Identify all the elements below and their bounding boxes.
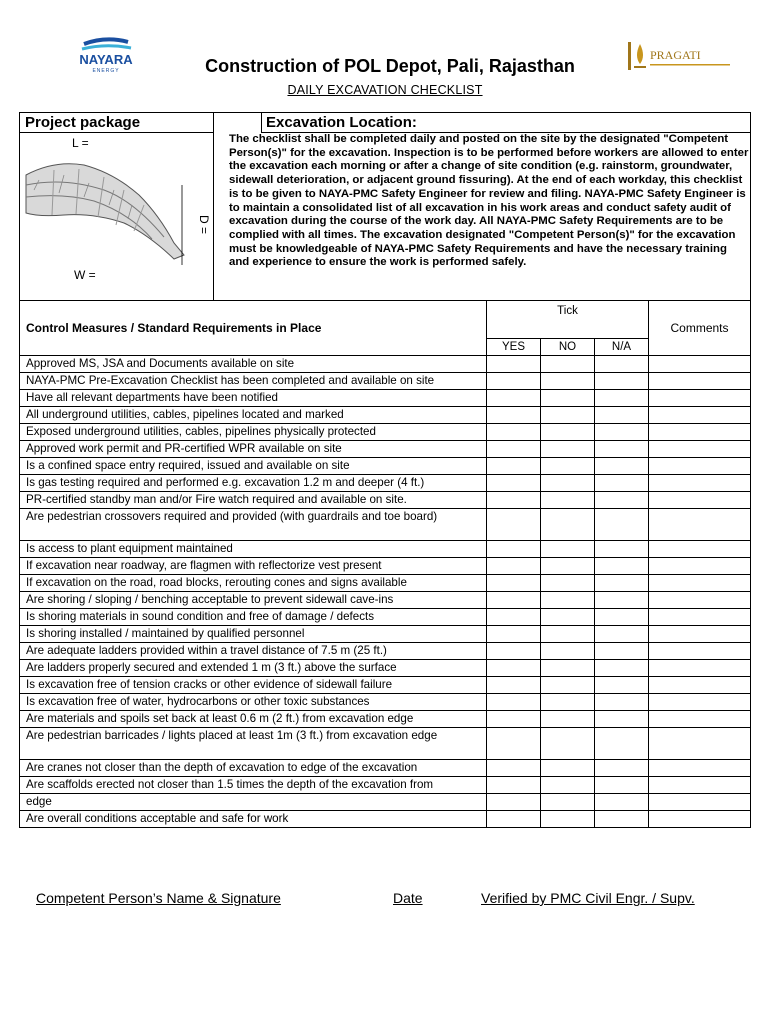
tick-na-cell[interactable]: [595, 356, 649, 373]
table-row: [20, 777, 751, 794]
table-row: [20, 575, 751, 592]
tick-no-cell[interactable]: [541, 492, 595, 509]
comments-cell[interactable]: [649, 373, 751, 390]
tick-yes-cell[interactable]: [487, 475, 541, 492]
table-row: [20, 626, 751, 643]
comments-cell[interactable]: [649, 356, 751, 373]
comments-cell[interactable]: [649, 407, 751, 424]
tick-na-cell[interactable]: [595, 677, 649, 694]
tick-na-cell[interactable]: [595, 509, 649, 541]
checklist-item: PR-certified standby man and/or Fire watch required and available on site.: [20, 492, 487, 509]
tick-yes-cell[interactable]: [487, 424, 541, 441]
checklist-item: Are ladders properly secured and extended 1 m (3 ft.) above the surface: [20, 660, 487, 677]
tick-na-cell[interactable]: [595, 424, 649, 441]
tick-yes-cell[interactable]: [487, 728, 541, 760]
project-package-label: Project package: [25, 114, 141, 131]
tick-na-cell[interactable]: [595, 592, 649, 609]
tick-yes-cell[interactable]: [487, 441, 541, 458]
checklist-body: [20, 356, 751, 828]
tick-no-cell[interactable]: [541, 643, 595, 660]
tick-no-cell[interactable]: [541, 441, 595, 458]
comments-cell[interactable]: [649, 626, 751, 643]
checklist-item: Is shoring materials in sound condition and free of damage / defects: [20, 609, 487, 626]
checklist-item: Are cranes not closer than the depth of excavation to edge of the excavation: [20, 760, 487, 777]
tick-na-cell[interactable]: [595, 558, 649, 575]
comments-cell[interactable]: [649, 541, 751, 558]
tick-yes-cell[interactable]: [487, 373, 541, 390]
comments-cell[interactable]: [649, 643, 751, 660]
no-header: NO: [541, 339, 595, 356]
table-row: [20, 356, 751, 373]
checklist-item: If excavation near roadway, are flagmen with reflectorize vest present: [20, 558, 487, 575]
tick-na-cell[interactable]: [595, 390, 649, 407]
table-row: [20, 728, 751, 760]
table-row: [20, 677, 751, 694]
tick-yes-cell[interactable]: [487, 609, 541, 626]
checklist-item: Have all relevant departments have been notified: [20, 390, 487, 407]
tick-no-cell[interactable]: [541, 390, 595, 407]
table-row: [20, 794, 751, 811]
table-row: [20, 424, 751, 441]
instructions-text: The checklist shall be completed daily and posted on the site by the designated "Competent Person(s)" for the excavation. Inspection is to be performed before workers are allowed to enter the excavation each morning or after a change of site condition (e.g. rainstorm, groundwater, sidewall deterioration, or adjacent ground fissuring). At the end of each workday, this checklist is to be given to NAYA-PMC Safety Engineer for review and filing. NAYA-PMC Safety Engineer is to maintain a consolidated list of all excavation in his work areas and conduct safety audit of excavation during the course of the work day. All NAYA-PMC Safety Requirements are to be complied with all times. The excavation designated "Competent Person(s)" for the excavation must be knowledgeable of NAYA-PMC Safety Requirements and have the necessary training and experience to ensure the work is performed safely.: [229, 133, 749, 269]
tick-na-cell[interactable]: [595, 575, 649, 592]
tick-na-cell[interactable]: [595, 373, 649, 390]
tick-yes-cell[interactable]: [487, 492, 541, 509]
checklist-item: Are materials and spoils set back at least 0.6 m (2 ft.) from excavation edge: [20, 711, 487, 728]
sketch-width-label: W =: [74, 268, 96, 282]
tick-na-cell[interactable]: [595, 609, 649, 626]
comments-cell[interactable]: [649, 492, 751, 509]
table-row: [20, 760, 751, 777]
table-row: [20, 492, 751, 509]
tick-yes-cell[interactable]: [487, 677, 541, 694]
tick-no-cell[interactable]: [541, 677, 595, 694]
comments-cell[interactable]: [649, 794, 751, 811]
competent-person-signature: Competent Person’s Name & Signature: [36, 890, 281, 906]
table-row: [20, 373, 751, 390]
checklist-item: Is access to plant equipment maintained: [20, 541, 487, 558]
tick-na-cell[interactable]: [595, 711, 649, 728]
excavation-location-label: Excavation Location:: [266, 114, 417, 131]
tick-yes-cell[interactable]: [487, 811, 541, 828]
tick-no-cell[interactable]: [541, 356, 595, 373]
table-row: [20, 592, 751, 609]
project-info-box: [19, 112, 751, 301]
checklist-item: Are shoring / sloping / benching acceptable to prevent sidewall cave-ins: [20, 592, 487, 609]
table-header-row: [20, 301, 751, 339]
checklist-item: All underground utilities, cables, pipelines located and marked: [20, 407, 487, 424]
tick-no-cell[interactable]: [541, 541, 595, 558]
tick-no-cell[interactable]: [541, 728, 595, 760]
tick-yes-cell[interactable]: [487, 407, 541, 424]
tick-yes-cell[interactable]: [487, 626, 541, 643]
tick-yes-cell[interactable]: [487, 794, 541, 811]
tick-na-cell[interactable]: [595, 441, 649, 458]
date-field: Date: [393, 890, 423, 906]
tick-no-cell[interactable]: [541, 575, 595, 592]
sketch-length-label: L =: [72, 136, 89, 150]
table-row: [20, 458, 751, 475]
table-row: [20, 475, 751, 492]
na-header: N/A: [595, 339, 649, 356]
tick-na-cell[interactable]: [595, 794, 649, 811]
tick-yes-cell[interactable]: [487, 356, 541, 373]
excavation-sketch: [24, 135, 210, 295]
tick-yes-cell[interactable]: [487, 711, 541, 728]
table-row: [20, 811, 751, 828]
table-row: [20, 694, 751, 711]
comments-cell[interactable]: [649, 660, 751, 677]
tick-yes-cell[interactable]: [487, 558, 541, 575]
tick-na-cell[interactable]: [595, 492, 649, 509]
tick-yes-cell[interactable]: [487, 390, 541, 407]
tick-no-cell[interactable]: [541, 660, 595, 677]
checklist-item: Approved MS, JSA and Documents available on site: [20, 356, 487, 373]
checklist-item: Are adequate ladders provided within a travel distance of 7.5 m (25 ft.): [20, 643, 487, 660]
tick-na-cell[interactable]: [595, 811, 649, 828]
table-row: [20, 509, 751, 541]
table-row: [20, 660, 751, 677]
checklist-item: Is gas testing required and performed e.g. excavation 1.2 m and deeper (4 ft.): [20, 475, 487, 492]
table-row: [20, 643, 751, 660]
divider: [261, 113, 262, 133]
comments-cell[interactable]: [649, 509, 751, 541]
tick-yes-cell[interactable]: [487, 592, 541, 609]
tick-yes-cell[interactable]: [487, 541, 541, 558]
tick-na-cell[interactable]: [595, 458, 649, 475]
comments-cell[interactable]: [649, 592, 751, 609]
comments-cell[interactable]: [649, 760, 751, 777]
checklist-item: Is a confined space entry required, issued and available on site: [20, 458, 487, 475]
tick-no-cell[interactable]: [541, 609, 595, 626]
comments-cell[interactable]: [649, 677, 751, 694]
tick-no-cell[interactable]: [541, 407, 595, 424]
yes-header: YES: [487, 339, 541, 356]
tick-na-cell[interactable]: [595, 643, 649, 660]
table-row: [20, 558, 751, 575]
tick-no-cell[interactable]: [541, 694, 595, 711]
checklist-item: Exposed underground utilities, cables, pipelines physically protected: [20, 424, 487, 441]
comments-cell[interactable]: [649, 728, 751, 760]
tick-na-cell[interactable]: [595, 777, 649, 794]
divider: [20, 132, 213, 133]
tick-na-cell[interactable]: [595, 694, 649, 711]
tick-no-cell[interactable]: [541, 760, 595, 777]
nayara-logo-text: NAYARA: [79, 52, 133, 67]
tick-yes-cell[interactable]: [487, 694, 541, 711]
verified-by-signature: Verified by PMC Civil Engr. / Supv.: [481, 890, 695, 906]
tick-yes-cell[interactable]: [487, 509, 541, 541]
checklist-item: Are scaffolds erected not closer than 1.5 times the depth of the excavation from: [20, 777, 487, 794]
tick-no-cell[interactable]: [541, 794, 595, 811]
comments-cell[interactable]: [649, 558, 751, 575]
tick-no-cell[interactable]: [541, 558, 595, 575]
comments-cell[interactable]: [649, 441, 751, 458]
table-row: [20, 609, 751, 626]
tick-no-cell[interactable]: [541, 475, 595, 492]
checklist-item: NAYA-PMC Pre-Excavation Checklist has been completed and available on site: [20, 373, 487, 390]
table-row: [20, 711, 751, 728]
checklist-item: Are overall conditions acceptable and safe for work: [20, 811, 487, 828]
table-row: [20, 407, 751, 424]
tick-no-cell[interactable]: [541, 424, 595, 441]
tick-na-cell[interactable]: [595, 660, 649, 677]
nayara-logo-subtext: ENERGY: [92, 68, 120, 74]
tick-na-cell[interactable]: [595, 407, 649, 424]
table-row: [20, 441, 751, 458]
comments-cell[interactable]: [649, 811, 751, 828]
tick-yes-cell[interactable]: [487, 643, 541, 660]
comments-cell[interactable]: [649, 777, 751, 794]
comments-cell[interactable]: [649, 458, 751, 475]
tick-no-cell[interactable]: [541, 509, 595, 541]
tick-yes-cell[interactable]: [487, 760, 541, 777]
tick-na-cell[interactable]: [595, 728, 649, 760]
checklist-item: Is excavation free of water, hydrocarbons or other toxic substances: [20, 694, 487, 711]
tick-no-cell[interactable]: [541, 458, 595, 475]
comments-header: Comments: [649, 301, 751, 356]
tick-yes-cell[interactable]: [487, 458, 541, 475]
tick-no-cell[interactable]: [541, 711, 595, 728]
tick-no-cell[interactable]: [541, 626, 595, 643]
table-row: [20, 541, 751, 558]
comments-cell[interactable]: [649, 390, 751, 407]
comments-cell[interactable]: [649, 694, 751, 711]
checklist-item: Are pedestrian crossovers required and provided (with guardrails and toe board): [20, 509, 487, 541]
tick-na-cell[interactable]: [595, 626, 649, 643]
comments-cell[interactable]: [649, 475, 751, 492]
comments-cell[interactable]: [649, 424, 751, 441]
tick-na-cell[interactable]: [595, 475, 649, 492]
table-row: [20, 390, 751, 407]
page-subtitle: DAILY EXCAVATION CHECKLIST: [287, 83, 483, 97]
tick-yes-cell[interactable]: [487, 575, 541, 592]
comments-cell[interactable]: [649, 711, 751, 728]
checklist-item: Is shoring installed / maintained by qualified personnel: [20, 626, 487, 643]
page-title: Construction of POL Depot, Pali, Rajasthan: [205, 56, 575, 76]
checklist-item: Is excavation free of tension cracks or other evidence of sidewall failure: [20, 677, 487, 694]
checklist-item: edge: [20, 794, 487, 811]
control-measures-header: Control Measures / Standard Requirements in Place: [20, 301, 487, 356]
tick-na-cell[interactable]: [595, 541, 649, 558]
checklist-item: If excavation on the road, road blocks, rerouting cones and signs available: [20, 575, 487, 592]
divider: [213, 113, 214, 301]
comments-cell[interactable]: [649, 575, 751, 592]
tick-no-cell[interactable]: [541, 811, 595, 828]
tick-header: Tick: [487, 301, 649, 339]
pragati-logo-text: PRAGATI: [650, 48, 701, 62]
checklist-table: [19, 300, 751, 828]
checklist-item: Approved work permit and PR-certified WPR available on site: [20, 441, 487, 458]
tick-no-cell[interactable]: [541, 777, 595, 794]
comments-cell[interactable]: [649, 609, 751, 626]
tick-yes-cell[interactable]: [487, 777, 541, 794]
checklist-item: Are pedestrian barricades / lights placed at least 1m (3 ft.) from excavation edge: [20, 728, 487, 760]
tick-na-cell[interactable]: [595, 760, 649, 777]
tick-yes-cell[interactable]: [487, 660, 541, 677]
tick-no-cell[interactable]: [541, 592, 595, 609]
sketch-depth-label: D =: [197, 215, 210, 235]
tick-no-cell[interactable]: [541, 373, 595, 390]
